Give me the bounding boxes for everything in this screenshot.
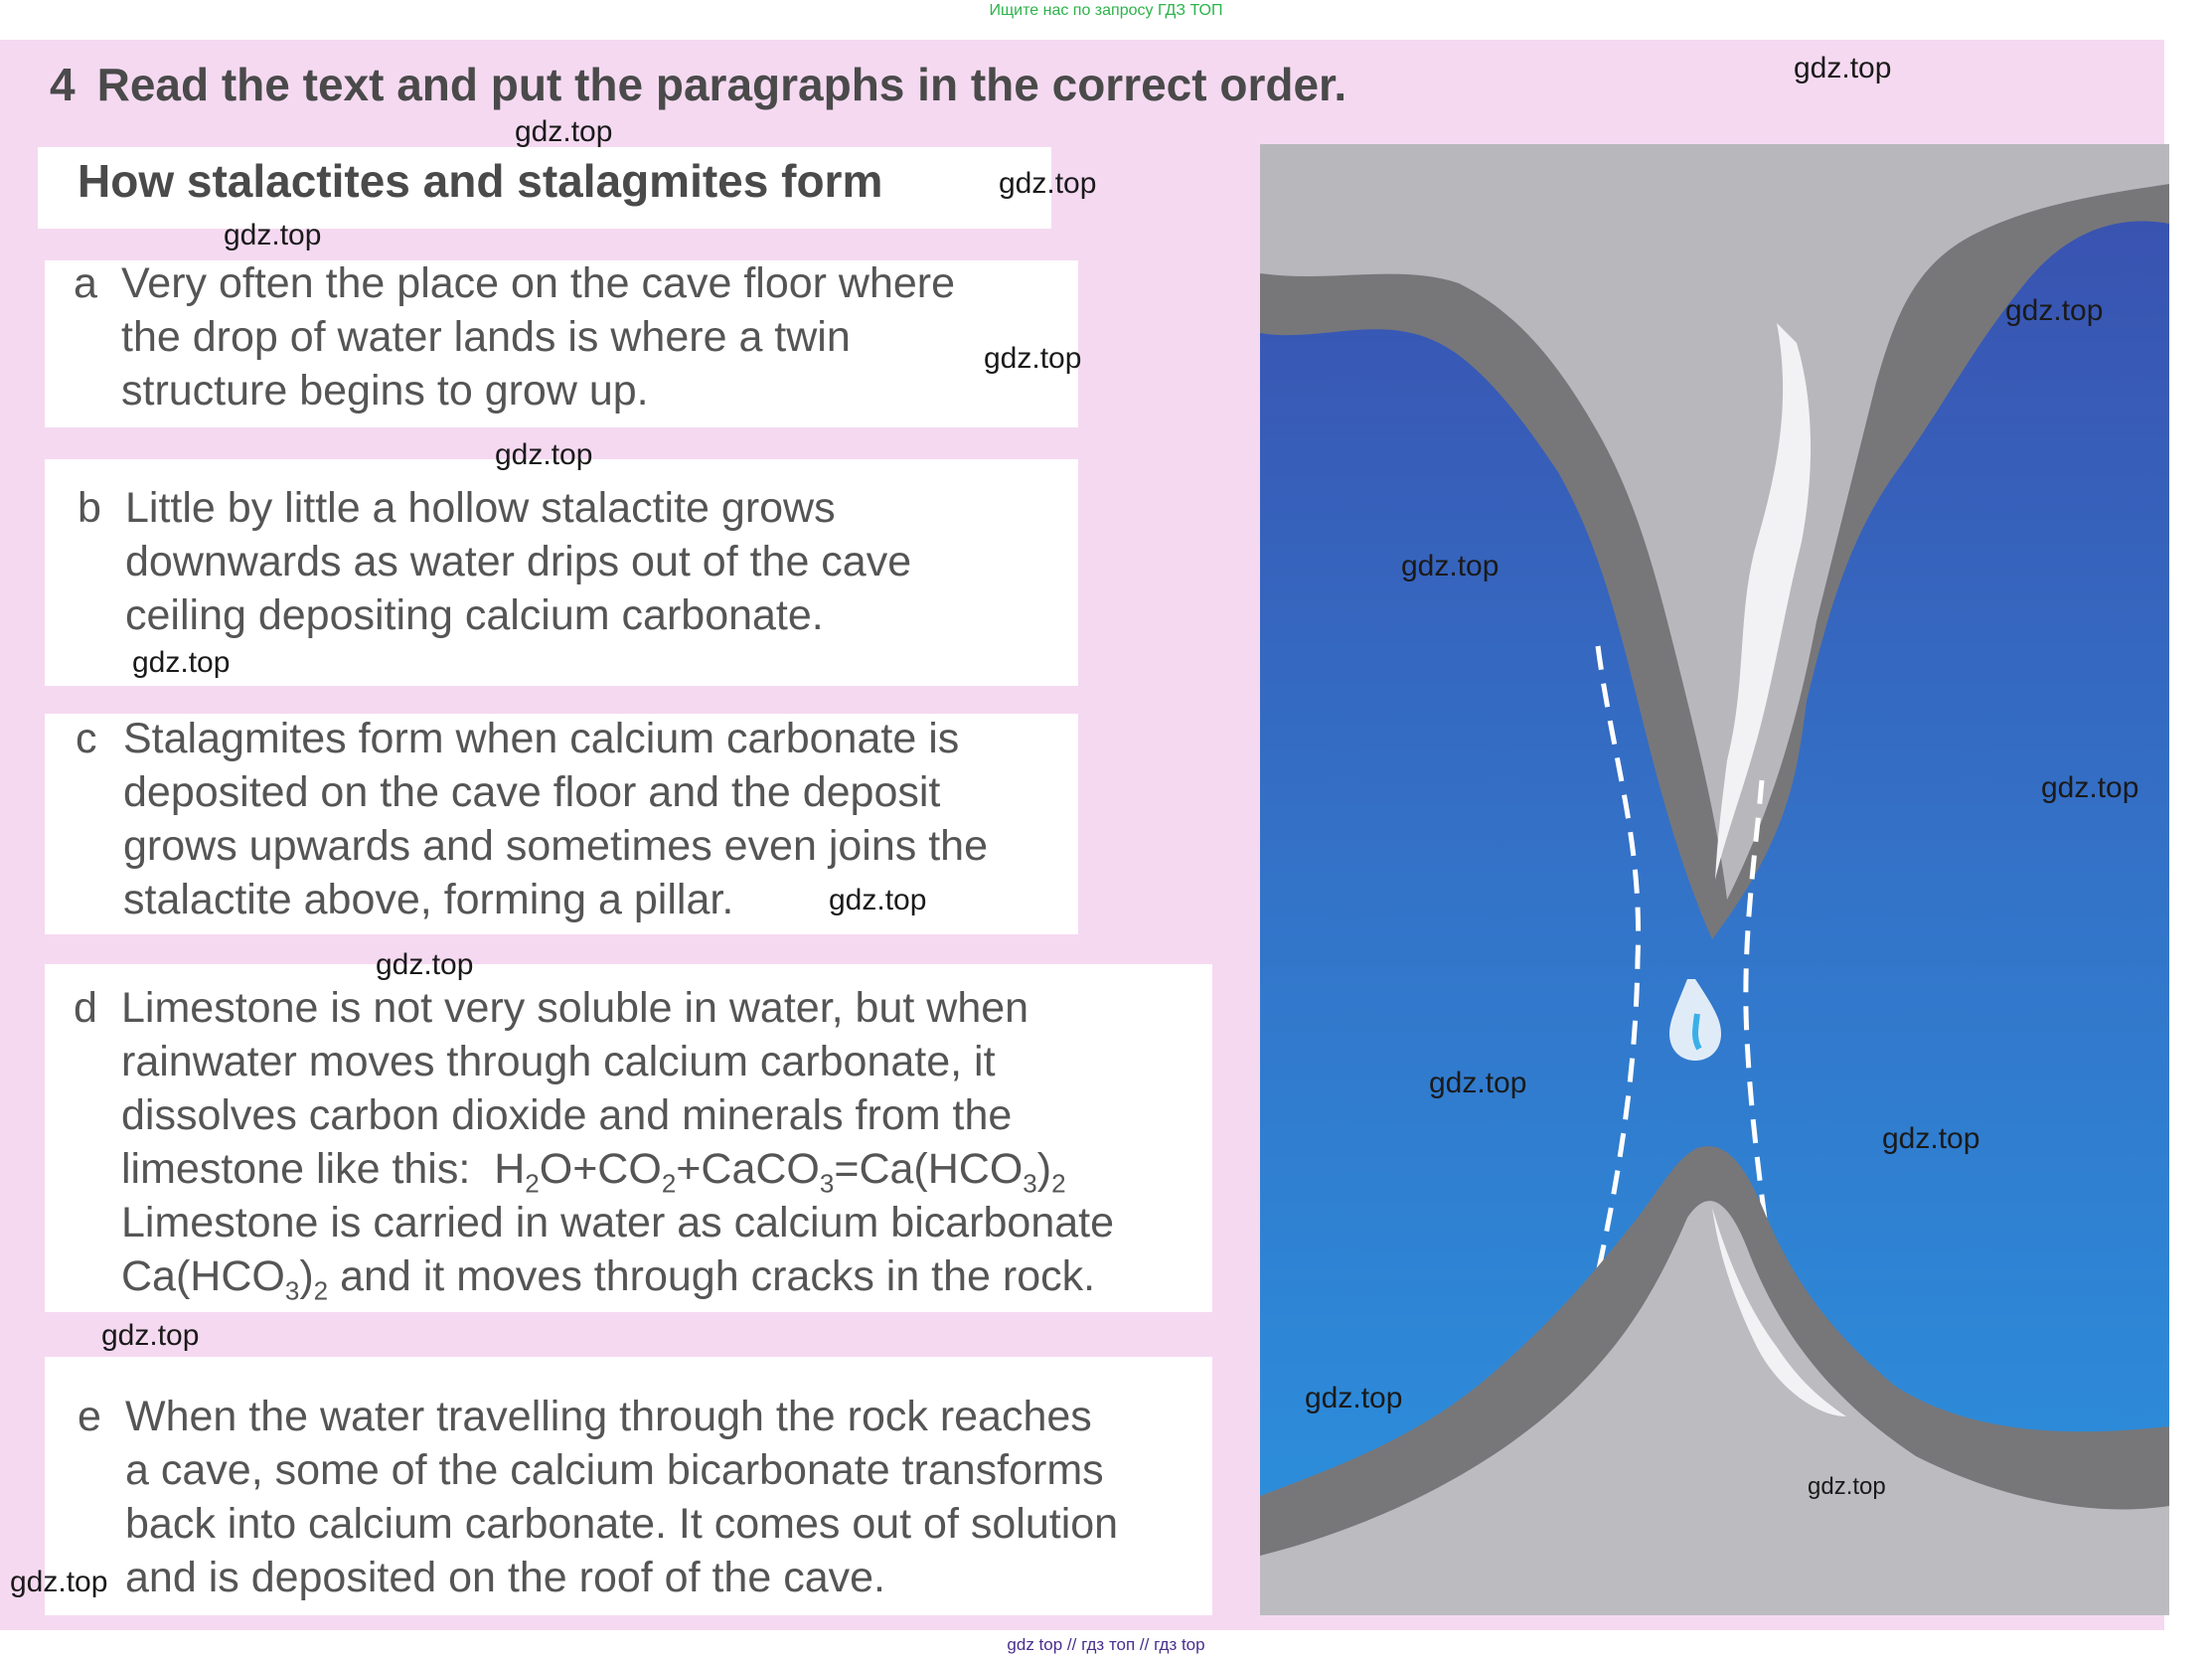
paragraph-line: ceiling depositing calcium carbonate. [125,591,824,639]
formula-line [121,1249,1114,1306]
chemical-formula: $Ca(HCO_3)_2$ [121,1252,329,1306]
paragraph-letter: d [74,984,97,1032]
paragraph-line: dissolves carbon dioxide and minerals from the [121,1091,1013,1139]
paragraph-line: structure begins to grow up. [121,367,649,415]
footer[interactable]: gdz top // гдз топ // гдз top [1007,1635,1205,1654]
task-instruction: Read the text and put the paragraphs in the correct order. [96,59,1347,110]
paragraph-letter: a [74,259,97,307]
paragraph-line: grows upwards and sometimes even joins the [123,822,988,870]
watermark: gdz.top [999,167,1097,200]
paragraph-line: downwards as water drips out of the cave [125,538,912,585]
top-banner[interactable]: Ищите нас по запросу ГДЗ ТОП [989,2,1223,19]
paragraph-line: rainwater moves through calcium carbonate, it [121,1038,996,1085]
watermark: gdz.top [1305,1382,1403,1414]
watermark: gdz.top [1794,52,1892,84]
paragraph-letter: b [78,484,101,532]
watermark: gdz.top [10,1566,108,1598]
paragraph-line: limestone like this: [121,1145,471,1193]
paragraph-line: Limestone is carried in water as calcium bicarbonate [121,1199,1115,1246]
watermark: gdz.top [1401,550,1500,582]
task-number: 4 [50,59,76,110]
paragraph-line: back into calcium carbonate. It comes out of solution [125,1500,1119,1548]
paragraph-line: and it moves through cracks in the rock. [340,1252,1096,1300]
paragraph-line: Stalagmites form when calcium carbonate is [123,715,960,762]
watermark: gdz.top [224,219,322,251]
watermark: gdz.top [515,115,613,148]
chemical-formula: $H_2O+CO_2+CaCO_3=Ca(HCO_3)_2$ [494,1145,1066,1199]
formula-line [121,1142,1114,1199]
watermark: gdz.top [1808,1473,1886,1500]
paragraph-line: Very often the place on the cave floor where [121,259,956,307]
watermark: gdz.top [1882,1122,1980,1155]
paragraph-line: When the water travelling through the rock reaches [125,1393,1092,1440]
task-header [50,58,1346,111]
watermark: gdz.top [2005,294,2104,327]
watermark: gdz.top [376,948,474,981]
watermark: gdz.top [829,884,927,916]
paragraph-letter: e [78,1393,101,1440]
paragraph-letter: c [76,715,97,762]
watermark: gdz.top [495,438,593,471]
paragraph-line: deposited on the cave floor and the deposit [123,768,941,816]
article-title: How stalactites and stalagmites form [78,155,883,207]
paragraph-line: Little by little a hollow stalactite grows [125,484,836,532]
watermark: gdz.top [984,342,1082,375]
watermark: gdz.top [132,646,231,679]
paragraph-line: stalactite above, forming a pillar. [123,876,734,923]
watermark: gdz.top [1429,1067,1527,1099]
paragraph-line: Limestone is not very soluble in water, but when [121,984,1029,1032]
watermark: gdz.top [101,1319,200,1352]
paragraph-line: a cave, some of the calcium bicarbonate transforms [125,1446,1104,1494]
paragraph-line: the drop of water lands is where a twin [121,313,851,361]
paragraph-line: and is deposited on the roof of the cave. [125,1554,885,1601]
watermark: gdz.top [2041,771,2139,804]
